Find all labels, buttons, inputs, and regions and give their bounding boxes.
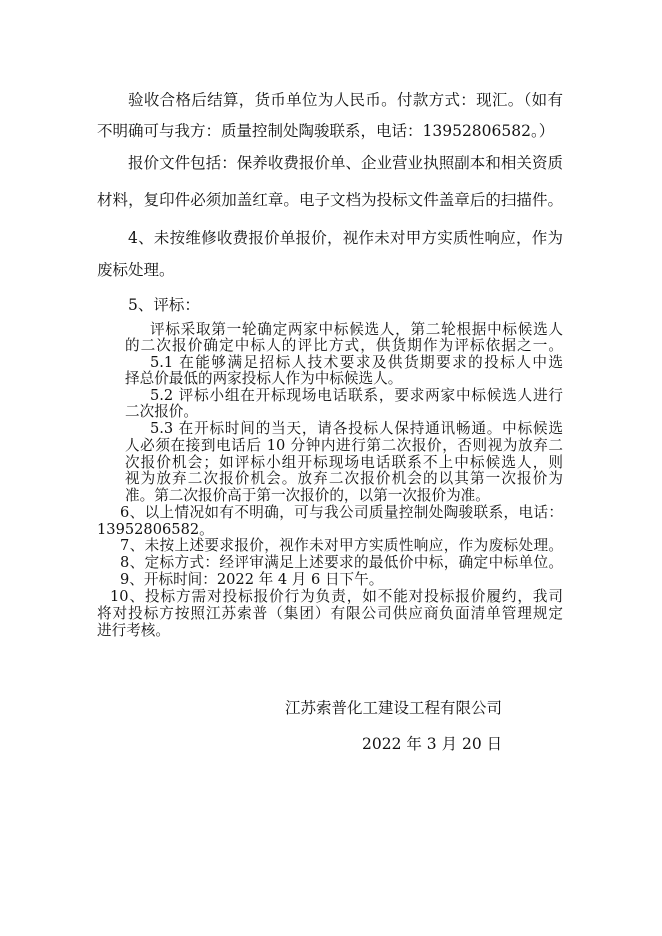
item-10-line: 将对投标方按照江苏索普（集团）有限公司供应商负面清单管理规定	[97, 605, 563, 622]
item-5-intro-line: 的二次报价确定中标人的评比方式，供货期作为评标依据之一。	[125, 337, 563, 354]
item-4-line: 废标处理。	[97, 261, 175, 279]
item-6-line: 6、以上情况如有不明确，可与我公司质量控制处陶骏联系，电话：	[120, 504, 563, 521]
item-10-line: 进行考核。	[97, 622, 170, 639]
payment-line: 不明确可与我方：质量控制处陶骏联系，电话：13952806582。）	[97, 122, 555, 140]
item-5-1-line: 5.1 在能够满足招标人技术要求及供货期要求的投标人中选	[150, 354, 563, 371]
item-5-heading: 5、评标：	[128, 296, 200, 314]
payment-line: 验收合格后结算，货币单位为人民币。付款方式：现汇。（如有	[128, 91, 563, 109]
signature-date: 2022 年 3 月 20 日	[362, 735, 503, 753]
item-5-3-line: 人必须在接到电话后 10 分钟内进行第二次报价，否则视为放弃二	[125, 437, 563, 454]
item-4-line: 4、未按维修收费报价单报价，视作未对甲方实质性响应，作为	[128, 229, 563, 247]
item-5-2-line: 二次报价。	[125, 403, 198, 420]
item-5-2-line: 5.2 评标小组在开标现场电话联系，要求两家中标候选人进行	[150, 387, 563, 404]
documents-line: 报价文件包括：保养收费报价单、企业营业执照副本和相关资质	[128, 154, 563, 172]
item-8-line: 8、定标方式：经评审满足上述要求的最低价中标，确定中标单位。	[120, 554, 563, 571]
item-9-line: 9、开标时间：2022 年 4 月 6 日下午。	[120, 571, 384, 588]
item-5-3-line: 5.3 在开标时间的当天，请各投标人保持通讯畅通。中标候选	[150, 420, 563, 437]
item-5-3-line: 准。第二次报价高于第一次报价的，以第一次报价为准。	[125, 487, 490, 504]
documents-line: 材料，复印件必须加盖红章。电子文档为投标文件盖章后的扫描件。	[97, 191, 563, 209]
signature-company: 江苏索普化工建设工程有限公司	[285, 699, 503, 717]
item-6-line: 13952806582。	[97, 521, 214, 538]
item-5-1-line: 择总价最低的两家投标人作为中标候选人。	[125, 370, 403, 387]
item-5-3-line: 视为放弃二次报价机会。放弃二次报价机会的以其第一次报价为	[125, 470, 563, 487]
item-10-line: 10、投标方需对投标报价行为负责，如不能对投标报价履约，我司	[110, 588, 563, 605]
item-5-intro-line: 评标采取第一轮确定两家中标候选人，第二轮根据中标候选人	[150, 321, 563, 338]
item-7-line: 7、未按上述要求报价，视作未对甲方实质性响应，作为废标处理。	[120, 537, 563, 554]
item-5-3-line: 次报价机会；如评标小组开标现场电话联系不上中标候选人，则	[125, 454, 563, 471]
